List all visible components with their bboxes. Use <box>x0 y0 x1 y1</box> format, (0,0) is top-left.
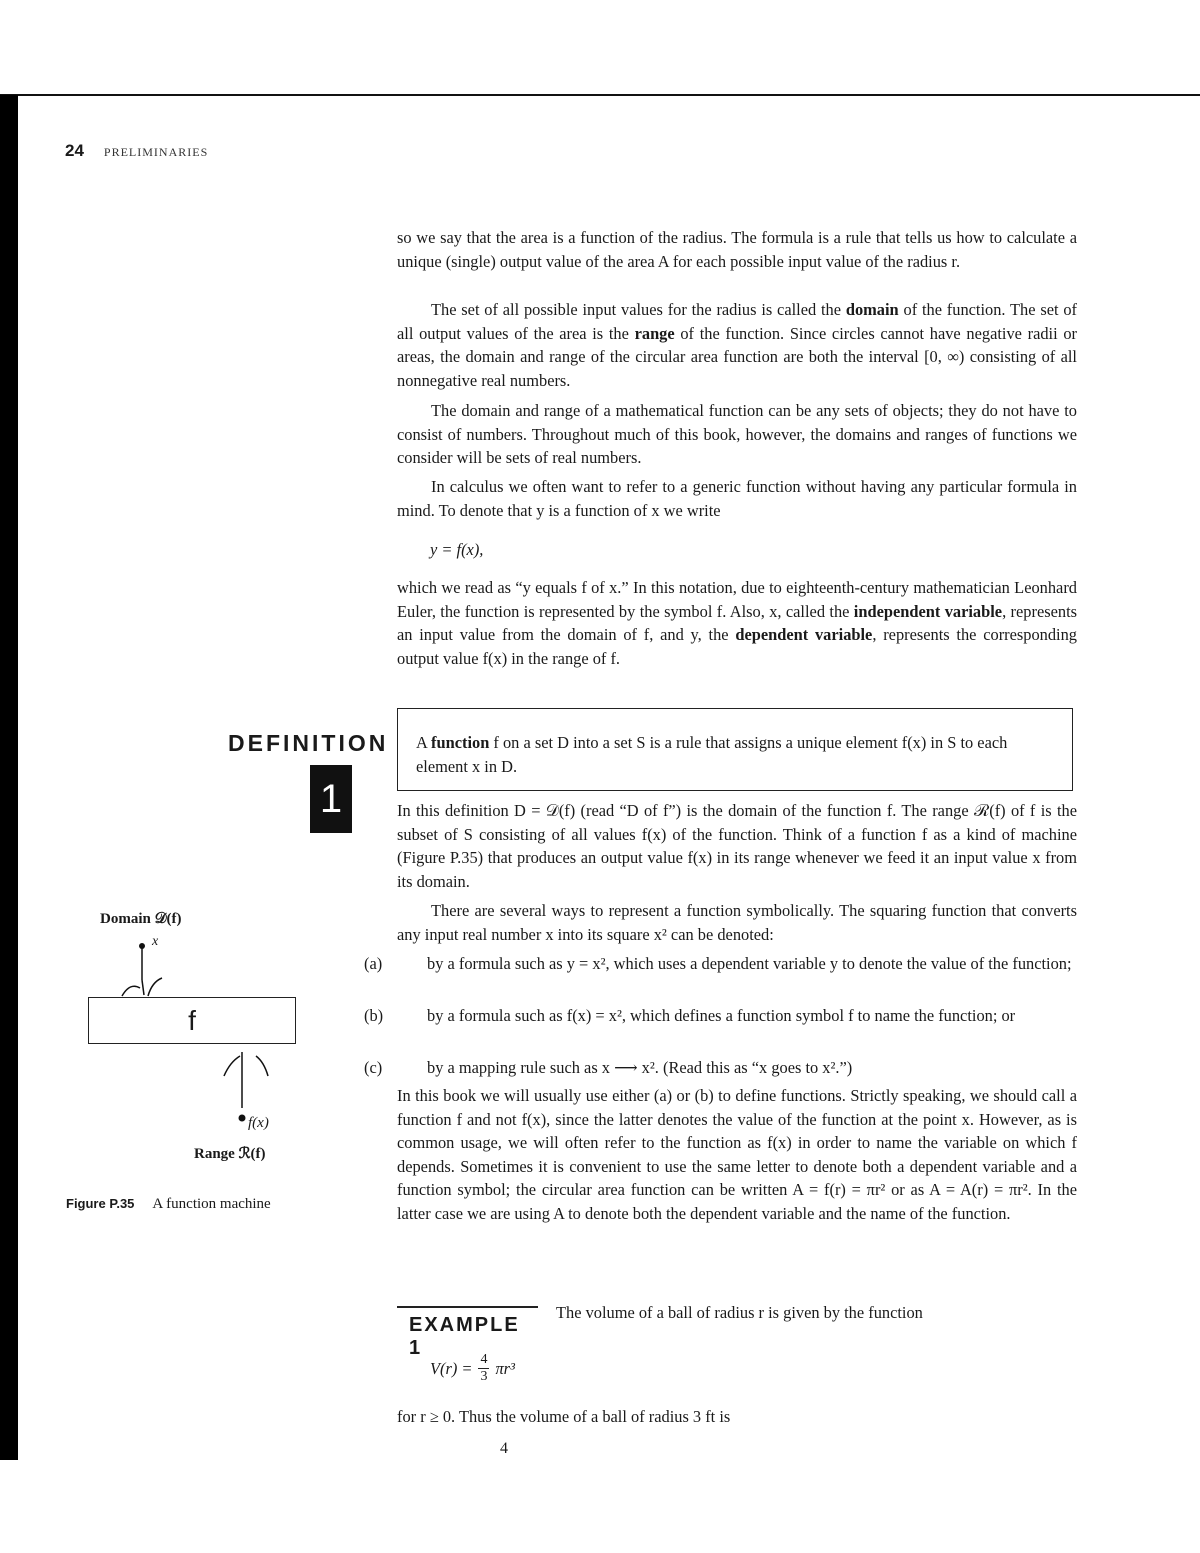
definition-number: 1 <box>310 765 352 833</box>
paragraph: The set of all possible input values for the radius is called the domain of the function. The set of all output values of the area is the range of the function. Since circles cannot have negative radii or areas, the domain and range of the circular area function are both the interval [0, ∞) consisting of all nonnegative real numbers. <box>397 300 1077 390</box>
page-header <box>65 141 208 165</box>
equation: y = f(x), <box>430 540 484 559</box>
figure-domain-label: Domain 𝒟(f) <box>100 911 182 927</box>
figure-input-x: x <box>152 934 159 949</box>
scan-edge-bar <box>0 95 18 1460</box>
running-head: PRELIMINARIES <box>103 145 209 159</box>
term-function: function <box>431 733 490 752</box>
function-machine-figure <box>60 900 360 1230</box>
cut-off-line: 4 <box>500 1440 508 1457</box>
fraction: $\frac{4}{3}$ <box>480 1352 488 1384</box>
figure-caption: Figure P.35 A function machine <box>66 1196 271 1212</box>
list-item: (b) by a formula such as f(x) = x², which defines a function symbol f to name the function; or <box>364 1006 1016 1025</box>
list-item: (c) by a mapping rule such as x ⟶ x². (Read this as “x goes to x².”) <box>364 1058 853 1077</box>
definition-box: A function f on a set D into a set S is a rule that assigns a unique element f(x) in S to each element x in D. <box>397 708 1073 791</box>
top-rule <box>0 94 1200 96</box>
term-dependent-variable: dependent variable <box>735 625 873 645</box>
example-label: EXAMPLE 1 <box>397 1306 538 1342</box>
figure-output-fx: f(x) <box>248 1115 269 1131</box>
figure-arrows <box>60 900 360 1230</box>
paragraph: In this definition D = 𝒟(f) (read “D of f”) is the domain of the function f. The range ℛ(f) of f is the subset of S consisting of all values f(x) of the function. Think of a function f as a kind of machine (Figure P.35) that produces an output value f(x) in its range whenever we feed it an input value x from its domain. <box>397 801 1077 891</box>
term-independent-variable: independent variable <box>853 601 1003 621</box>
paragraph: The domain and range of a mathematical function can be any sets of objects; they do not have to consist of numbers. Throughout much of this book, however, the domains and ranges of functions we consider will be sets of real numbers. <box>397 401 1077 468</box>
paragraph: In calculus we often want to refer to a generic function without having any particular formula in mind. To denote that y is a function of x we write <box>397 477 1077 520</box>
volume-equation: V(r) = $\frac{4}{3}$ πr³ <box>430 1352 515 1384</box>
paragraph: for r ≥ 0. Thus the volume of a ball of radius 3 ft is <box>397 1407 731 1426</box>
definition-label: DEFINITION <box>228 730 389 756</box>
page-number: 24 <box>65 141 84 160</box>
paragraph: which we read as “y equals f of x.” In this notation, due to eighteenth-century mathematician Leonhard Euler, the function is represented by the symbol f. Also, x, called the independent variable, represents an input value from the domain of f, and y, the dependent variable, represents the corresponding output value f(x) in the range of f. <box>397 578 1077 668</box>
figure-range-label: Range ℛ(f) <box>194 1146 266 1162</box>
paragraph: so we say that the area is a function of the radius. The formula is a rule that tells us how to calculate a unique (single) output value of the area A for each possible input value of the radius r. <box>397 228 1077 271</box>
function-box: f <box>88 997 296 1044</box>
list-item: (a) by a formula such as y = x², which uses a dependent variable y to denote the value of the function; <box>364 954 1072 973</box>
paragraph: In this book we will usually use either (a) or (b) to define functions. Strictly speaking, we should call a function f and not f(x), since the latter denotes the value of the function at the point x. However, as is common usage, we will often refer to the function as f(x) in order to name the variable on which f depends. Sometimes it is convenient to use the same letter to denote both a dependent variable and a function symbol; the circular area function can be written A = f(r) = πr² or as A = A(r) = πr². In the latter case we are using A to denote both the dependent variable and the name of the function. <box>397 1086 1077 1223</box>
paragraph: There are several ways to represent a function symbolically. The squaring function that converts any input real number x into its square x² can be denoted: <box>397 901 1077 944</box>
term-domain: domain <box>845 300 899 319</box>
term-range: range <box>634 323 675 343</box>
example-text: The volume of a ball of radius r is given by the function <box>556 1303 923 1322</box>
